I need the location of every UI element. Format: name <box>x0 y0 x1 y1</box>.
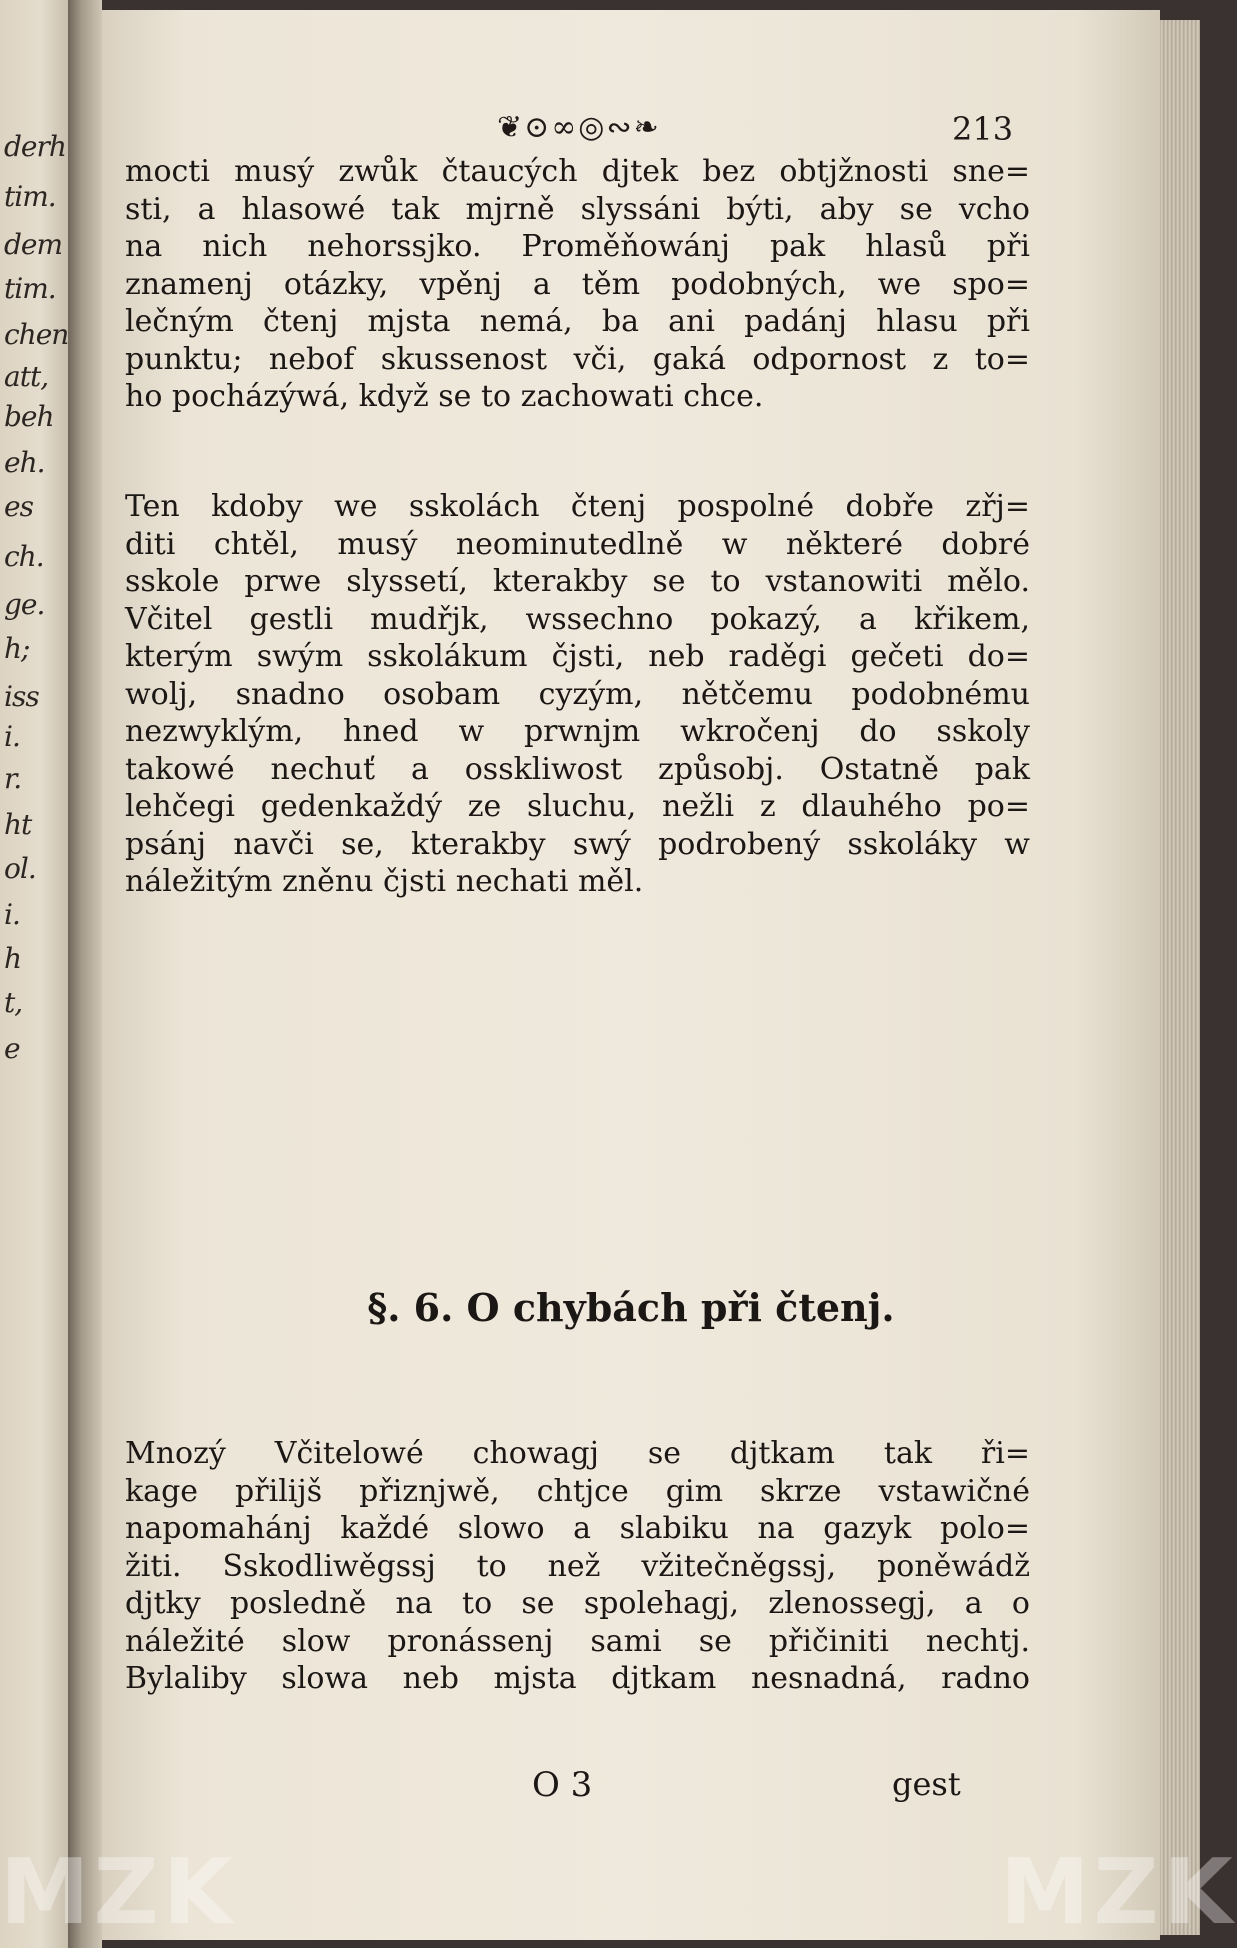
left-page-fragment: i. <box>4 898 20 931</box>
left-page-fragment: es <box>4 490 33 523</box>
text-line: Mnozý Včitelowé chowagj se djtkam tak ři= <box>125 1436 1030 1471</box>
left-page-fragment: att, <box>4 360 49 393</box>
page-edges <box>1160 20 1200 1935</box>
text-line: lehčegi gedenkaždý ze sluchu, nežli z dlauhého po= <box>125 789 1030 824</box>
left-page-fragment: derh <box>4 130 66 163</box>
text-line: kage přilijš přiznjwě, chtjce gim skrze vstawičné <box>125 1473 1030 1509</box>
paragraph-1 <box>125 153 1030 416</box>
text-line: sti, a hlasowé tak mjrně slyssáni býti, aby se vcho <box>125 191 1030 227</box>
text-line: náležité slow pronássenj sami se přičiniti nechtj. <box>125 1623 1030 1659</box>
page-number: 213 <box>952 110 1014 148</box>
text-line: wolj, snadno osobam cyzým, nětčemu podobnému <box>125 676 1030 712</box>
paragraph-2 <box>125 488 1030 901</box>
left-page-fragment: h <box>4 942 22 975</box>
book-gutter <box>68 0 102 1948</box>
text-line: na nich nehorssjko. Proměňowánj pak hlasů při <box>125 229 1030 264</box>
catchword: gest <box>892 1765 961 1803</box>
left-page-fragment: i. <box>4 720 20 753</box>
section-heading: §. 6. O chybách při čtenj. <box>367 1285 895 1330</box>
text-line: náležitým zněnu čjsti nechati měl. <box>125 864 644 899</box>
text-line: znamenj otázky, vpěnj a těm podobných, we spo= <box>125 266 1030 302</box>
text-line: Včitel gestli mudřjk, wssechno pokazý, a křikem, <box>125 601 1030 637</box>
text-line: kterým swým sskolákum čjsti, neb raděgi gečeti do= <box>125 639 1030 674</box>
left-page-fragment: t, <box>4 986 23 1019</box>
page-header <box>102 110 1160 150</box>
left-page-fragment: tim. <box>4 180 56 213</box>
header-ornament: ❦⊙∞◎∾❧ <box>497 110 661 145</box>
text-line: ho pocházýwá, když se to zachowati chce. <box>125 379 764 414</box>
left-page-fragment: ht <box>4 808 32 841</box>
left-page-fragment: h; <box>4 632 30 665</box>
page-footer <box>102 1765 1160 1805</box>
text-line: napomahánj každé slowo a slabiku na gazyk polo= <box>125 1511 1030 1546</box>
watermark-right: MZK <box>1000 1840 1237 1945</box>
left-page-edge <box>0 0 68 1948</box>
text-line: lečným čtenj mjsta nemá, ba ani padánj hlasu při <box>125 304 1030 339</box>
left-page-fragment: ch. <box>4 540 44 573</box>
left-page-fragment: ol. <box>4 852 36 885</box>
text-line: žiti. Sskodliwěgssj to než vžitečněgssj, poněwádž <box>125 1548 1030 1584</box>
left-page-fragment: dem <box>4 228 63 261</box>
text-line: diti chtěl, musý neominutedlně w některé dobré <box>125 526 1030 562</box>
text-line: psánj navči se, kterakby swý podrobený sskoláky w <box>125 826 1030 862</box>
text-line: Ten kdoby we sskolách čtenj pospolné dobře zřj= <box>125 489 1030 524</box>
left-page-fragment: e <box>4 1032 20 1065</box>
left-page-fragment: tim. <box>4 272 56 305</box>
left-page-fragment: iss <box>4 680 39 713</box>
text-line: takowé nechuť a osskliwost způsobj. Ostatně pak <box>125 751 1030 787</box>
book-page <box>102 10 1160 1940</box>
text-line: sskole prwe slyssetí, kterakby se to vstanowiti mělo. <box>125 564 1030 599</box>
left-page-fragment: eh. <box>4 446 45 479</box>
signature-mark: O 3 <box>532 1765 593 1805</box>
left-page-fragment: ge. <box>4 588 45 621</box>
left-page-fragment: r. <box>4 762 22 795</box>
text-line: mocti musý zwůk čtaucých djtek bez obtjžnosti sne= <box>125 154 1030 189</box>
left-page-fragment: beh <box>4 400 54 433</box>
text-line: punktu; nebof skussenost vči, gaká odpornost z to= <box>125 341 1030 377</box>
watermark-left: MZK <box>0 1840 237 1945</box>
paragraph-3 <box>125 1435 1030 1698</box>
left-page-fragment: chen <box>4 318 69 351</box>
text-line: djtky posledně na to se spolehagj, zlenossegj, a o <box>125 1586 1030 1621</box>
text-line: Bylaliby slowa neb mjsta djtkam nesnadná, radno <box>125 1661 1030 1696</box>
text-line: nezwyklým, hned w prwnjm wkročenj do sskoly <box>125 714 1030 749</box>
